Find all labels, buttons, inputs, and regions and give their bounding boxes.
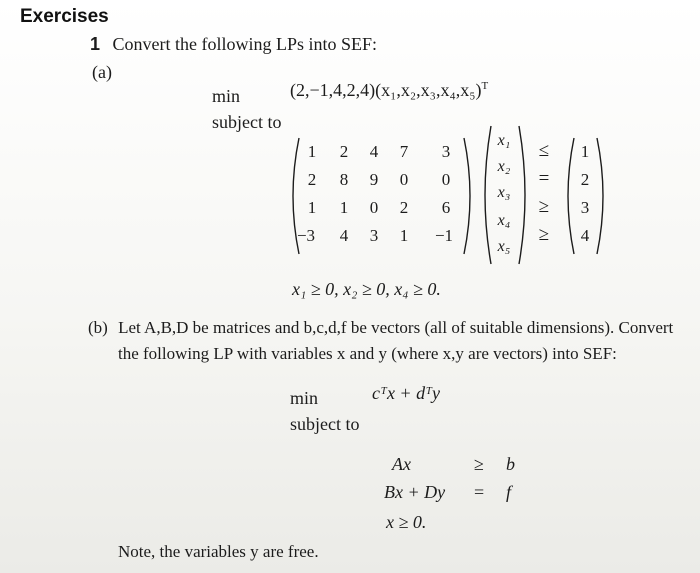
matrix-cell: 8 (339, 170, 349, 189)
constraint-2-rhs: f (506, 482, 512, 502)
relation-symbol: = (538, 168, 550, 189)
rhs-entry: 4 (580, 226, 590, 245)
question-title: Convert the following LPs into SEF: (112, 34, 378, 54)
part-a-subject-to: subject to (212, 112, 282, 132)
matrix-cell: 2 (399, 198, 409, 217)
matrix-cell: −3 (296, 226, 316, 245)
matrix-cell: −1 (434, 226, 454, 245)
part-b-statement-line1 (88, 318, 673, 338)
matrix-cell: 3 (441, 142, 451, 161)
vector-entry: x₄ (497, 212, 511, 229)
question-number: 1 (90, 34, 101, 54)
coefficient-matrix (298, 140, 466, 252)
matrix-cell: 0 (441, 170, 451, 189)
matrix-cell: 2 (339, 142, 349, 161)
relation-symbol: ≥ (538, 224, 550, 245)
constraint-1-lhs: Ax (392, 454, 411, 474)
part-b-objective: cᵀx + dᵀy (372, 383, 441, 403)
part-a-min-label: min (212, 86, 241, 106)
part-b-nonnegativity: x ≥ 0. (386, 512, 427, 532)
vector-entry: x₃ (497, 184, 511, 201)
matrix-cell: 1 (339, 198, 349, 217)
matrix-cell: 1 (307, 142, 317, 161)
variable-vector (486, 128, 522, 262)
rhs-entry: 2 (580, 170, 590, 189)
page-heading: Exercises (20, 6, 109, 27)
relation-symbol: ≤ (538, 140, 550, 161)
matrix-cell: 9 (369, 170, 379, 189)
part-a-objective-expression: (2,−1,4,2,4)(x₁,x₂,x₃,x₄,x₅) (290, 80, 482, 100)
part-a-nonnegativity: x₁ ≥ 0, x₂ ≥ 0, x₄ ≥ 0. (292, 279, 441, 299)
rhs-vector (568, 140, 602, 252)
part-b-subject-to: subject to (290, 414, 360, 434)
rhs-entry: 1 (580, 142, 590, 161)
part-a-label: (a) (92, 62, 112, 82)
part-b-text-line1: Let A,B,D be matrices and b,c,d,f be vectors (all of suitable dimensions). Convert (118, 318, 674, 337)
part-b-text-line2: the following LP with variables x and y (where x,y are vectors) into SEF: (118, 344, 617, 363)
matrix-cell: 7 (399, 142, 409, 161)
matrix-cell: 1 (307, 198, 317, 217)
constraint-1-rhs: b (506, 454, 515, 474)
vector-entry: x₅ (497, 238, 511, 255)
question-1-header (90, 34, 377, 55)
vector-entry: x₂ (497, 158, 511, 175)
matrix-cell: 4 (369, 142, 379, 161)
constraint-1-relation: ≥ (474, 454, 484, 474)
part-b-note: Note, the variables y are free. (118, 542, 319, 561)
matrix-cell: 4 (339, 226, 349, 245)
vector-entry: x₁ (497, 132, 511, 149)
constraint-2-relation: = (474, 482, 485, 502)
constraint-relations (531, 140, 557, 252)
part-a-transpose-mark: T (481, 80, 489, 92)
matrix-cell: 6 (441, 198, 451, 217)
matrix-cell: 2 (307, 170, 317, 189)
relation-symbol: ≥ (538, 196, 550, 217)
part-b-label: (b) (88, 318, 108, 337)
part-b-min-label: min (290, 388, 319, 408)
constraint-2-lhs: Bx + Dy (384, 482, 446, 502)
matrix-cell: 0 (399, 170, 409, 189)
matrix-cell: 1 (399, 226, 409, 245)
matrix-cell: 3 (369, 226, 379, 245)
part-a-objective (290, 80, 488, 101)
rhs-entry: 3 (580, 198, 590, 217)
matrix-cell: 0 (369, 198, 379, 217)
